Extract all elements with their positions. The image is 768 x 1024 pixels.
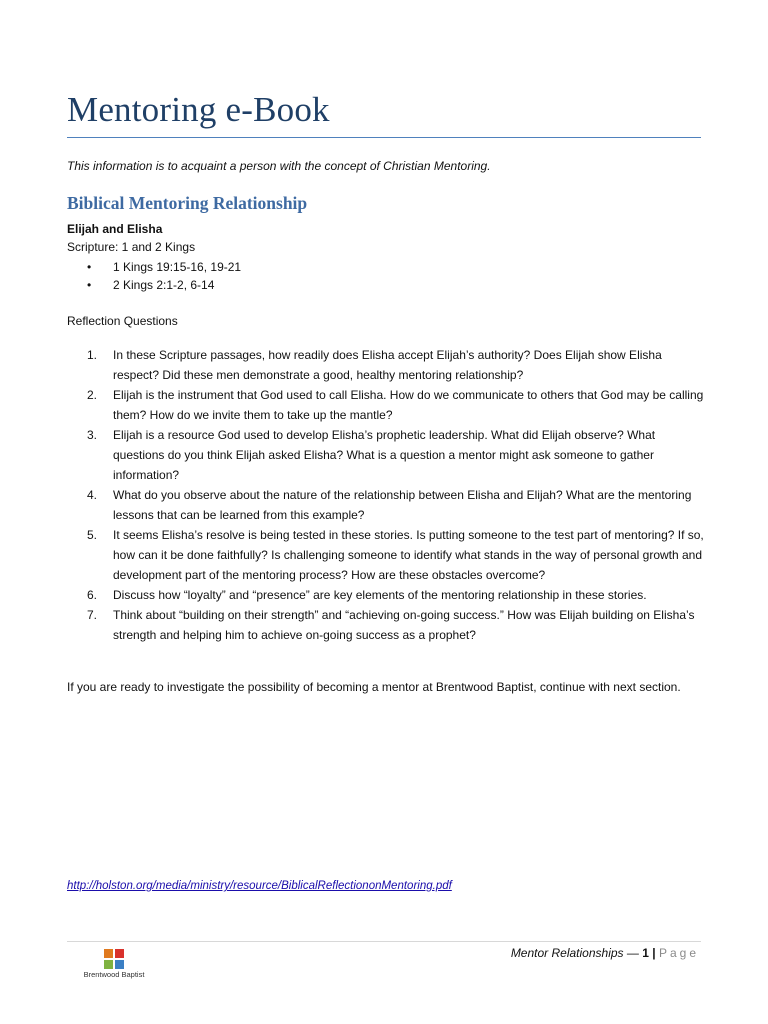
question-item (87, 425, 707, 485)
title-divider (67, 137, 701, 138)
footer-dash: — (626, 946, 639, 960)
question-item (87, 385, 707, 425)
bullet-icon: • (87, 260, 92, 274)
question-text: Elijah is the instrument that God used to call Elisha. How do we communicate to others that God may be calling them? How do we invite them to take up the mantle? (113, 388, 704, 422)
scripture-list (87, 258, 241, 294)
page-label: Page (658, 946, 699, 960)
list-item (87, 258, 241, 276)
bullet-icon: • (87, 278, 92, 292)
question-number: 4. (87, 488, 98, 502)
question-number: 3. (87, 428, 98, 442)
list-item-text: 2 Kings 2:1-2, 6-14 (113, 278, 215, 292)
question-item (87, 485, 707, 525)
reflection-heading: Reflection Questions (67, 314, 178, 328)
page-number: 1 (642, 946, 649, 960)
section-heading: Biblical Mentoring Relationship (67, 193, 308, 213)
logo-squares-icon (104, 949, 124, 969)
footer-divider (67, 941, 701, 942)
source-link[interactable]: http://holston.org/media/ministry/resource/BiblicalReflectiononMentoring.pdf (67, 880, 452, 892)
reflection-questions-list (87, 345, 707, 645)
question-text: Think about “building on their strength” and “achieving on-going success.” How was Elijah building on Elisha’s strength and helping him to achieve on-going success as a prophet? (113, 608, 695, 642)
question-text: Discuss how “loyalty” and “presence” are key elements of the mentoring relationship in these stories. (113, 588, 647, 602)
subheading: Elijah and Elisha (67, 222, 163, 236)
question-number: 7. (87, 608, 98, 622)
logo-text: Brentwood Baptist (83, 970, 145, 979)
list-item (87, 276, 241, 294)
question-item (87, 585, 707, 605)
question-number: 1. (87, 348, 98, 362)
question-number: 6. (87, 588, 98, 602)
question-text: In these Scripture passages, how readily does Elisha accept Elijah’s authority? Does Elijah show Elisha respect? Did these men demonstrate a good, healthy mentoring relationship? (113, 348, 662, 382)
footer-section-name: Mentor Relationships (510, 946, 624, 960)
question-number: 5. (87, 528, 98, 542)
question-item (87, 605, 707, 645)
question-item (87, 345, 707, 385)
closing-paragraph: If you are ready to investigate the possibility of becoming a mentor at Brentwood Baptist, continue with next section. (67, 680, 681, 694)
footer-separator: | (652, 946, 656, 960)
scripture-line: Scripture: 1 and 2 Kings (67, 240, 196, 254)
list-item-text: 1 Kings 19:15-16, 19-21 (113, 260, 242, 274)
question-text: What do you observe about the nature of the relationship between Elisha and Elijah? What are the mentoring lessons that can be learned from this example? (113, 488, 692, 522)
question-item (87, 525, 707, 585)
intro-text: This information is to acquaint a person with the concept of Christian Mentoring. (67, 159, 491, 173)
question-text: Elijah is a resource God used to develop Elisha’s prophetic leadership. What did Elijah observe? What questions do you think Elijah asked Elisha? What is a question a mentor might ask someone to gather information? (113, 428, 656, 482)
question-text: It seems Elisha’s resolve is being tested in these stories. Is putting someone to the test part of mentoring? If so, how can it be done faithfully? Is challenging someone to identify what stands in the way of personal growth and development part of the mentoring process? How are these obstacles overcome? (113, 528, 704, 582)
page-title: Mentoring e-Book (67, 90, 330, 129)
page-footer (511, 946, 699, 960)
brentwood-baptist-logo (80, 947, 148, 981)
question-number: 2. (87, 388, 98, 402)
